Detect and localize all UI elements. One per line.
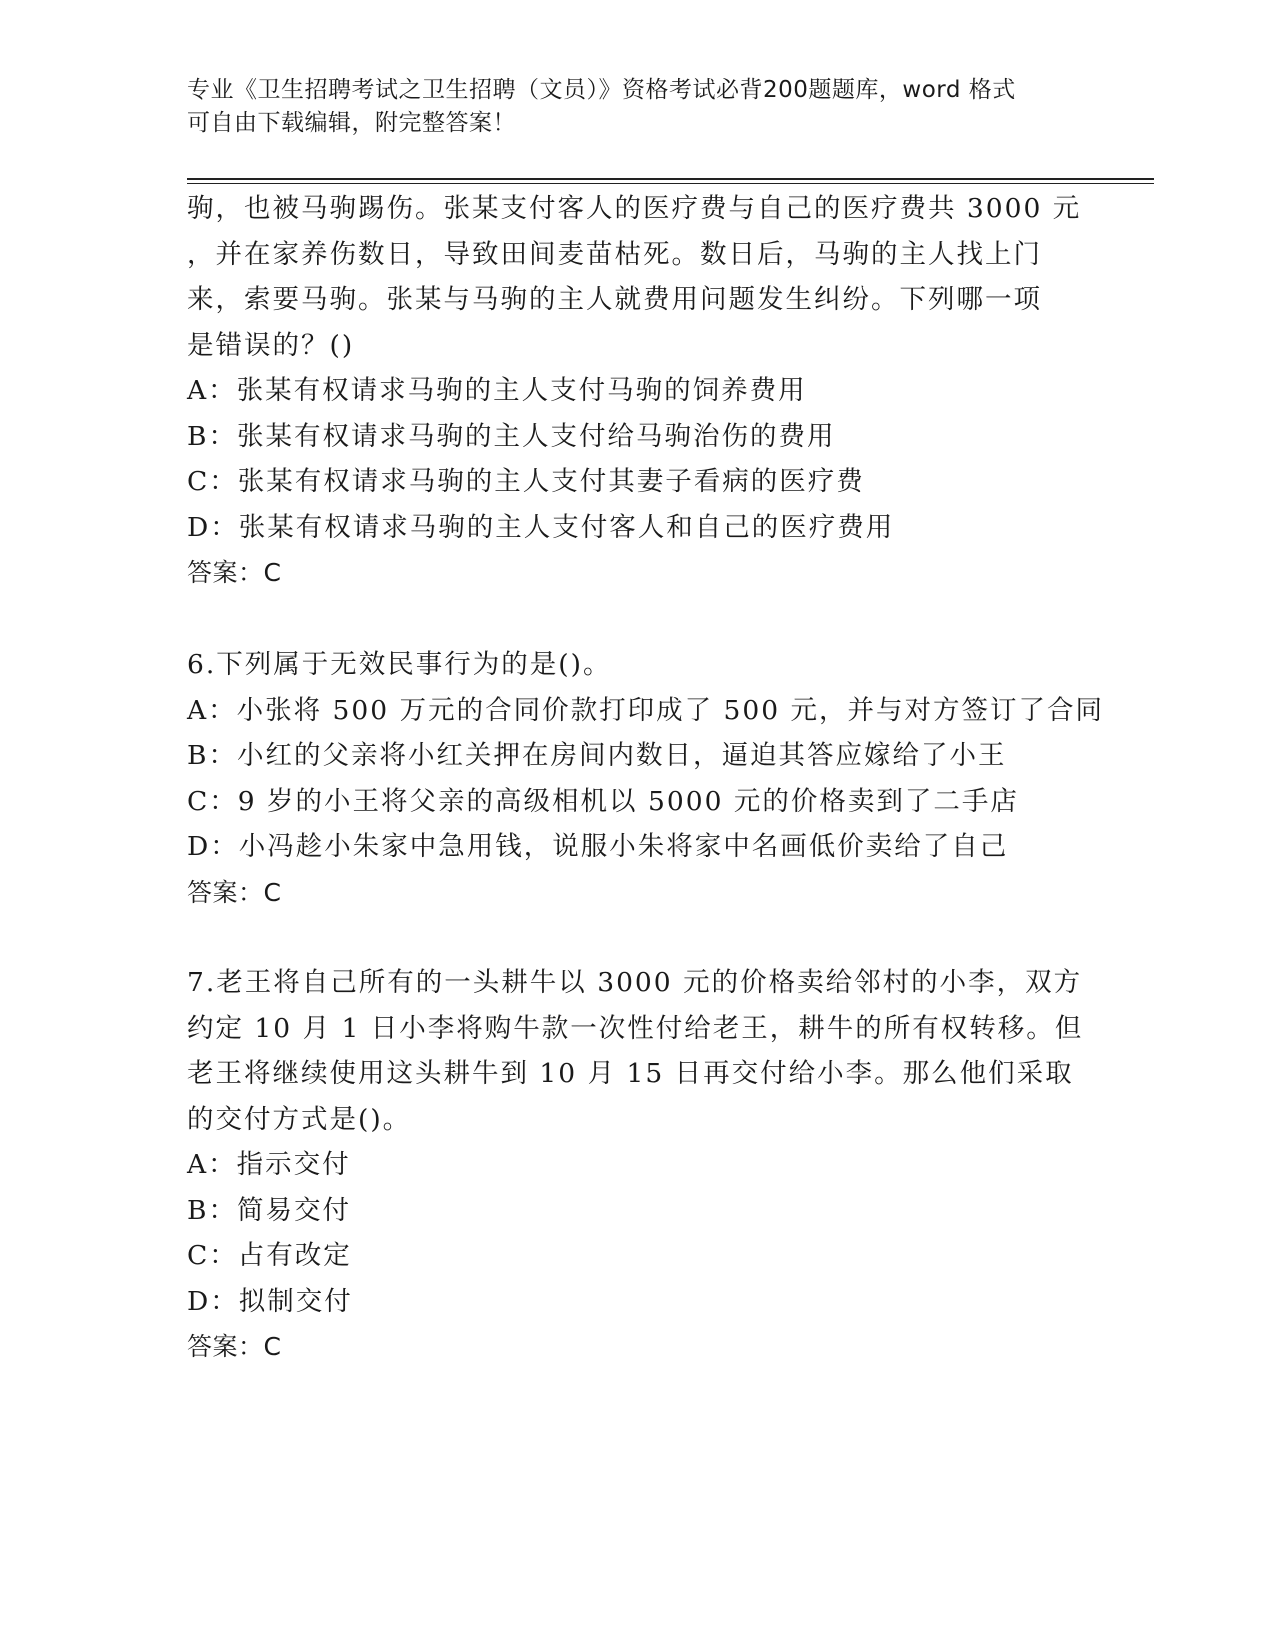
question-stem-line: 来，索要马驹。张某与马驹的主人就费用问题发生纠纷。下列哪一项 [187,284,1042,315]
question-stem-line: 是错误的？() [187,329,355,361]
option-c: C：占有改定 [187,1240,352,1271]
header-divider-thick [187,178,1154,180]
question-7 [187,960,1087,1370]
document-header [187,74,1067,140]
option-b: B：张某有权请求马驹的主人支付给马驹治伤的费用 [187,420,836,452]
question-stem-line: 驹，也被马驹踢伤。张某支付客人的医疗费与自己的医疗费共 3000 元 [187,193,1082,224]
option-a: A：张某有权请求马驹的主人支付马驹的饲养费用 [187,375,807,406]
question-stem-line: ，并在家养伤数日，导致田间麦苗枯死。数日后，马驹的主人找上门 [187,238,1042,270]
question-5 [187,186,1087,596]
header-divider-thin [187,183,1154,184]
option-a: A：指示交付 [187,1149,351,1180]
question-stem-line: 约定 10 月 1 日小李将购牛款一次性付给老王，耕牛的所有权转移。但 [187,1012,1084,1044]
answer-line: 答案：C [187,558,282,587]
option-b: B：小红的父亲将小红关押在房间内数日，逼迫其答应嫁给了小王 [187,740,1007,771]
question-stem-line: 6.下列属于无效民事行为的是()。 [187,649,612,680]
question-6 [187,642,1104,915]
option-d: D：张某有权请求马驹的主人支付客人和自己的医疗费用 [187,511,895,543]
option-b: B：简易交付 [187,1194,351,1226]
answer-line: 答案：C [187,1332,282,1361]
option-d: D：小冯趁小朱家中急用钱，说服小朱将家中名画低价卖给了自己 [187,831,1009,862]
question-stem-line: 的交付方式是()。 [187,1103,412,1135]
answer-line: 答案：C [187,877,282,907]
option-a: A：小张将 500 万元的合同价款打印成了 500 元，并与对方签订了合同 [187,694,1104,726]
question-stem-line: 老王将继续使用这头耕牛到 10 月 15 日再交付给小李。那么他们采取 [187,1058,1074,1089]
header-title-line-1: 专业《卫生招聘考试之卫生招聘（文员）》资格考试必背200题题库，word 格式 [187,77,1016,103]
question-stem-line: 7.老王将自己所有的一头耕牛以 3000 元的价格卖给邻村的小李，双方 [187,967,1083,998]
option-c: C：9 岁的小王将父亲的高级相机以 5000 元的价格卖到了二手店 [187,785,1019,817]
option-c: C：张某有权请求马驹的主人支付其妻子看病的医疗费 [187,466,865,497]
header-title-line-2: 可自由下载编辑，附完整答案！ [187,110,516,136]
option-d: D：拟制交付 [187,1285,353,1317]
